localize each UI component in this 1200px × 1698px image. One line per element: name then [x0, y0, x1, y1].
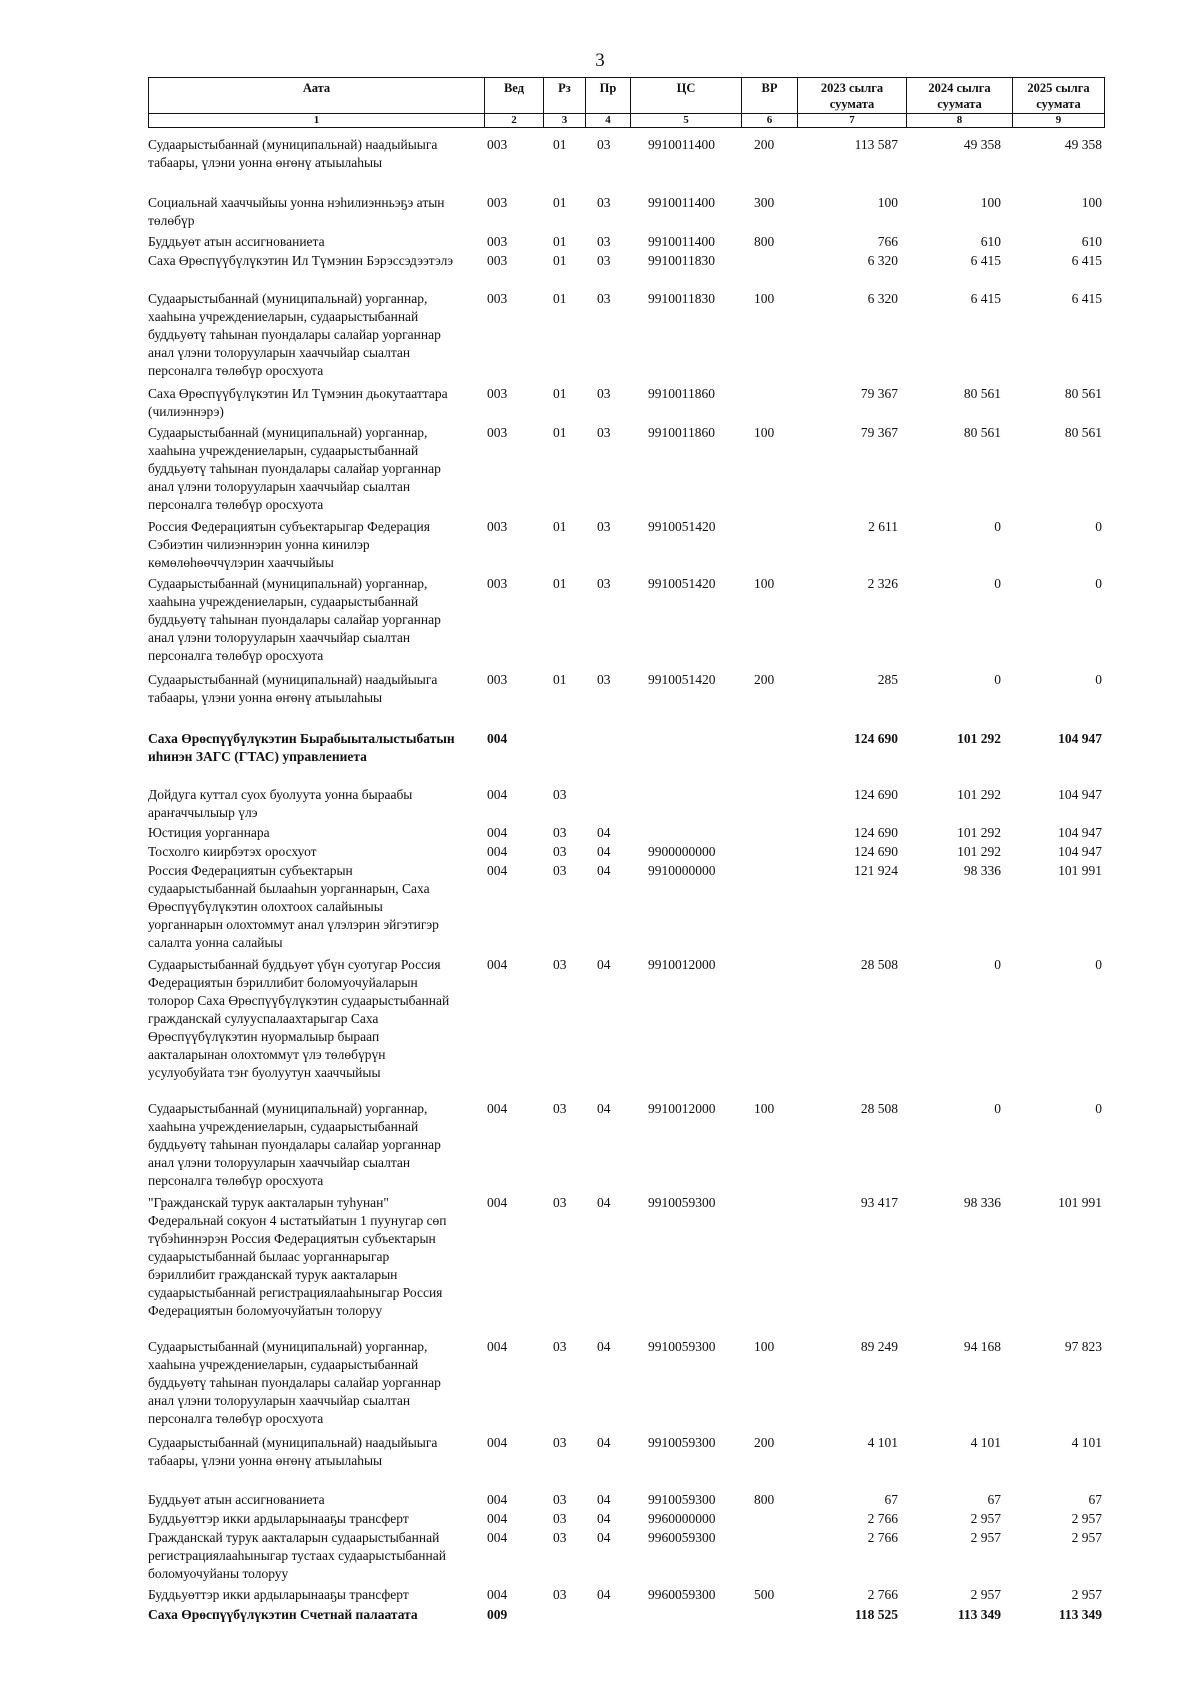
row-rz-code: 03	[553, 825, 567, 840]
row-sum-2024: 101 292	[957, 787, 1001, 802]
row-sum-2023: 6 320	[867, 253, 898, 268]
row-sum-2025: 2 957	[1071, 1530, 1102, 1545]
row-description: Саха Өрөспүүбүлүкэтин Счетнай палаатата	[148, 1607, 418, 1622]
row-rz-code: 01	[553, 386, 567, 401]
row-sum-2025: 104 947	[1058, 731, 1102, 746]
row-ved-code: 003	[487, 253, 508, 268]
header-2024-sum: 2024 сылга суумата	[907, 78, 1013, 114]
row-ved-code: 004	[487, 825, 508, 840]
row-cs-code: 9910012000	[648, 1101, 716, 1116]
row-sum-2023: 2 766	[867, 1511, 898, 1526]
row-sum-2025: 101 991	[1058, 863, 1102, 878]
header-rz: Рз	[544, 78, 586, 114]
row-vr-code: 200	[754, 137, 775, 152]
column-number: 3	[544, 114, 586, 128]
row-sum-2023: 285	[877, 672, 898, 687]
row-pr-code: 03	[597, 253, 611, 268]
row-cs-code: 9910051420	[648, 576, 716, 591]
row-cs-code: 9910051420	[648, 672, 716, 687]
row-description: Буддьуөт атын ассигнованиета	[148, 234, 325, 249]
row-description: Дойдуга куттал суох буолуута уонна быраабы араҥаччылыыр үлэ	[148, 787, 413, 820]
row-cs-code: 9910000000	[648, 863, 716, 878]
row-sum-2023: 67	[884, 1492, 898, 1507]
row-pr-code: 04	[597, 1587, 611, 1602]
row-sum-2024: 2 957	[970, 1587, 1001, 1602]
row-sum-2023: 2 766	[867, 1530, 898, 1545]
row-ved-code: 004	[487, 1101, 508, 1116]
row-pr-code: 04	[597, 1195, 611, 1210]
row-pr-code: 04	[597, 1511, 611, 1526]
row-sum-2024: 49 358	[963, 137, 1001, 152]
column-number: 4	[586, 114, 631, 128]
column-number: 2	[485, 114, 544, 128]
column-number: 1	[149, 114, 485, 128]
row-ved-code: 004	[487, 731, 508, 746]
row-pr-code: 03	[597, 672, 611, 687]
row-ved-code: 003	[487, 672, 508, 687]
row-vr-code: 300	[754, 195, 775, 210]
row-rz-code: 03	[553, 1492, 567, 1507]
row-vr-code: 100	[754, 1101, 775, 1116]
row-rz-code: 03	[553, 957, 567, 972]
row-ved-code: 004	[487, 1339, 508, 1354]
row-cs-code: 9910059300	[648, 1339, 716, 1354]
row-sum-2025: 113 349	[1058, 1607, 1102, 1622]
row-description: Судаарыстыбаннай (муниципальнай) уорганнар, хааһына учреждениеларын, судаарыстыбаннай буддьуөтү таһынан пуондалары салайар уорганнар анал үлэни толорууларын хааччыйар сыалтан персоналга төлөбүр оросхуота	[148, 425, 441, 512]
column-number: 6	[742, 114, 798, 128]
row-sum-2024: 0	[994, 576, 1001, 591]
header-2023-sum: 2023 сылга суумата	[798, 78, 907, 114]
header-2025-sum: 2025 сылга суумата	[1013, 78, 1105, 114]
row-sum-2023: 4 101	[867, 1435, 898, 1450]
row-pr-code: 03	[597, 137, 611, 152]
column-number: 7	[798, 114, 907, 128]
row-cs-code: 9960059300	[648, 1587, 716, 1602]
row-description: "Гражданскай турук аакталарын туһунан" Федеральнай сокуон 4 ыстатыйатын 1 пуунугар сөп түбэһиннэрэн Россия Федерациятын субъектарын судаарыстыбаннай былаас уорганнарыгар бэриллибит гражданскай турук аакталарын судаарыстыбаннай регистрациялааһыныгар Россия Федерациятын боломуочуйатын толоруу	[148, 1195, 447, 1318]
row-rz-code: 03	[553, 863, 567, 878]
row-sum-2024: 2 957	[970, 1530, 1001, 1545]
row-cs-code: 9910059300	[648, 1195, 716, 1210]
row-sum-2024: 67	[987, 1492, 1001, 1507]
row-pr-code: 04	[597, 1435, 611, 1450]
row-sum-2024: 610	[980, 234, 1001, 249]
row-description: Судаарыстыбаннай (муниципальнай) наадыйыыга табаары, үлэни уонна өҥөнү атыылаһыы	[148, 1435, 438, 1468]
row-description: Судаарыстыбаннай (муниципальнай) наадыйыыга табаары, үлэни уонна өҥөнү атыылаһыы	[148, 672, 438, 705]
row-cs-code: 9910011400	[648, 137, 715, 152]
row-rz-code: 03	[553, 1530, 567, 1545]
header-cs: ЦС	[631, 78, 742, 114]
row-sum-2024: 101 292	[957, 825, 1001, 840]
row-rz-code: 03	[553, 1511, 567, 1526]
row-description: Гражданскай турук аакталарын судаарыстыбаннай регистрациялааһыныгар тустаах судаарыстыбаннай боломуочуйаны толоруу	[148, 1530, 446, 1581]
row-ved-code: 003	[487, 291, 508, 306]
row-rz-code: 01	[553, 253, 567, 268]
header-ved: Вед	[485, 78, 544, 114]
page-number: 3	[595, 50, 605, 71]
row-pr-code: 03	[597, 234, 611, 249]
row-sum-2024: 6 415	[970, 291, 1001, 306]
row-ved-code: 003	[487, 425, 508, 440]
row-description: Судаарыстыбаннай (муниципальнай) уорганнар, хааһына учреждениеларын, судаарыстыбаннай буддьуөтү таһынан пуондалары салайар уорганнар анал үлэни толорууларын хааччыйар сыалтан персоналга төлөбүр оросхуота	[148, 291, 441, 378]
row-rz-code: 01	[553, 519, 567, 534]
row-vr-code: 200	[754, 672, 775, 687]
row-description: Судаарыстыбаннай (муниципальнай) уорганнар, хааһына учреждениеларын, судаарыстыбаннай буддьуөтү таһынан пуондалары салайар уорганнар анал үлэни толорууларын хааччыйар сыалтан персоналга төлөбүр оросхуота	[148, 1339, 441, 1426]
row-sum-2024: 101 292	[957, 844, 1001, 859]
row-cs-code: 9910011830	[648, 253, 715, 268]
row-sum-2025: 101 991	[1058, 1195, 1102, 1210]
row-pr-code: 04	[597, 844, 611, 859]
row-pr-code: 03	[597, 519, 611, 534]
row-vr-code: 800	[754, 234, 775, 249]
row-description: Буддьуөттэр икки ардыларынааҕы трансферт	[148, 1587, 409, 1602]
row-sum-2023: 93 417	[860, 1195, 898, 1210]
row-sum-2023: 28 508	[860, 1101, 898, 1116]
row-description: Россия Федерациятын субъектарын судаарыстыбаннай былааһын уорганнарын, Саха Өрөспүүбүлүкэтин олохтоох салайыныы уорганнарын олохтоммут анал үлэлэрин эйгэтигэр салалта уонна салайыы	[148, 863, 439, 950]
row-rz-code: 03	[553, 1195, 567, 1210]
row-vr-code: 100	[754, 291, 775, 306]
row-sum-2023: 79 367	[860, 425, 898, 440]
row-ved-code: 009	[487, 1607, 508, 1622]
row-sum-2023: 89 249	[860, 1339, 898, 1354]
row-sum-2024: 98 336	[963, 863, 1001, 878]
row-sum-2023: 124 690	[854, 787, 898, 802]
row-sum-2025: 2 957	[1071, 1511, 1102, 1526]
header-aata: Аата	[149, 78, 485, 114]
row-description: Судаарыстыбаннай (муниципальнай) уорганнар, хааһына учреждениеларын, судаарыстыбаннай буддьуөтү таһынан пуондалары салайар уорганнар анал үлэни толорууларын хааччыйар сыалтан персоналга төлөбүр оросхуота	[148, 576, 441, 663]
row-cs-code: 9910012000	[648, 957, 716, 972]
row-cs-code: 9900000000	[648, 844, 716, 859]
row-sum-2024: 80 561	[963, 386, 1001, 401]
row-description: Судаарыстыбаннай буддьуөт үбүн суотугар Россия Федерациятын бэриллибит боломуочуйаларын толорор Саха Өрөспүүбүлүкэтин судаарыстыбаннай гражданскай сулууспалаахтарыгар Саха Өрөспүүбүлүкэтин нуормалыыр быраап аакталарынан олохтоммут үлэ төлөбүрүн усулуобуйата тэҥ буолуутун хааччыйыы	[148, 957, 450, 1080]
row-description: Юстиция уорганнара	[148, 825, 270, 840]
row-pr-code: 04	[597, 863, 611, 878]
row-description: Буддьуөт атын ассигнованиета	[148, 1492, 325, 1507]
row-description: Саха Өрөспүүбүлүкэтин Ил Түмэнин Бэрэссэдээтэлэ	[148, 253, 454, 268]
row-sum-2023: 79 367	[860, 386, 898, 401]
row-sum-2025: 67	[1088, 1492, 1102, 1507]
column-number: 5	[631, 114, 742, 128]
row-pr-code: 03	[597, 576, 611, 591]
row-ved-code: 004	[487, 787, 508, 802]
row-ved-code: 004	[487, 1195, 508, 1210]
row-ved-code: 003	[487, 234, 508, 249]
column-number: 9	[1013, 114, 1105, 128]
row-description: Буддьуөттэр икки ардыларынааҕы трансферт	[148, 1511, 409, 1526]
row-ved-code: 003	[487, 137, 508, 152]
row-cs-code: 9910059300	[648, 1492, 716, 1507]
row-ved-code: 003	[487, 195, 508, 210]
row-ved-code: 003	[487, 576, 508, 591]
row-cs-code: 9910011400	[648, 195, 715, 210]
row-sum-2025: 104 947	[1058, 844, 1102, 859]
row-sum-2025: 2 957	[1071, 1587, 1102, 1602]
row-sum-2025: 6 415	[1071, 291, 1102, 306]
row-rz-code: 01	[553, 576, 567, 591]
row-cs-code: 9910011830	[648, 291, 715, 306]
row-rz-code: 03	[553, 787, 567, 802]
row-sum-2025: 104 947	[1058, 787, 1102, 802]
row-ved-code: 003	[487, 519, 508, 534]
row-sum-2023: 2 766	[867, 1587, 898, 1602]
row-sum-2025: 104 947	[1058, 825, 1102, 840]
row-pr-code: 03	[597, 386, 611, 401]
row-rz-code: 03	[553, 1587, 567, 1602]
row-ved-code: 003	[487, 386, 508, 401]
row-cs-code: 9910059300	[648, 1435, 716, 1450]
row-rz-code: 03	[553, 1339, 567, 1354]
row-rz-code: 01	[553, 672, 567, 687]
row-rz-code: 03	[553, 844, 567, 859]
row-sum-2025: 80 561	[1064, 425, 1102, 440]
row-sum-2025: 0	[1095, 519, 1102, 534]
row-sum-2023: 100	[877, 195, 898, 210]
row-vr-code: 500	[754, 1587, 775, 1602]
row-description: Социальнай хааччыйыы уонна нэһилиэнньэҕэ атын төлөбүр	[148, 195, 445, 228]
row-sum-2024: 113 349	[957, 1607, 1001, 1622]
row-sum-2023: 124 690	[854, 731, 898, 746]
row-pr-code: 03	[597, 425, 611, 440]
row-sum-2023: 2 326	[867, 576, 898, 591]
row-sum-2023: 121 924	[854, 863, 898, 878]
row-sum-2025: 80 561	[1064, 386, 1102, 401]
row-sum-2024: 4 101	[970, 1435, 1001, 1450]
row-ved-code: 004	[487, 1587, 508, 1602]
row-pr-code: 04	[597, 1492, 611, 1507]
row-rz-code: 01	[553, 425, 567, 440]
row-pr-code: 03	[597, 291, 611, 306]
row-rz-code: 03	[553, 1435, 567, 1450]
row-ved-code: 004	[487, 863, 508, 878]
row-pr-code: 04	[597, 825, 611, 840]
row-sum-2025: 97 823	[1064, 1339, 1102, 1354]
row-pr-code: 04	[597, 957, 611, 972]
row-description: Судаарыстыбаннай (муниципальнай) наадыйыыга табаары, үлэни уонна өҥөнү атыылаһыы	[148, 137, 438, 170]
row-sum-2024: 6 415	[970, 253, 1001, 268]
row-vr-code: 100	[754, 1339, 775, 1354]
row-cs-code: 9910011400	[648, 234, 715, 249]
header-pr: Пр	[586, 78, 631, 114]
row-sum-2023: 118 525	[854, 1607, 898, 1622]
row-ved-code: 004	[487, 844, 508, 859]
row-sum-2024: 101 292	[957, 731, 1001, 746]
row-sum-2025: 610	[1081, 234, 1102, 249]
row-sum-2025: 49 358	[1064, 137, 1102, 152]
row-description: Саха Өрөспүүбүлүкэтин Ил Түмэнин дьокутааттара (чилиэннэрэ)	[148, 386, 448, 419]
row-sum-2025: 0	[1095, 672, 1102, 687]
row-vr-code: 200	[754, 1435, 775, 1450]
row-rz-code: 01	[553, 195, 567, 210]
row-sum-2024: 0	[994, 519, 1001, 534]
row-sum-2024: 100	[980, 195, 1001, 210]
row-sum-2025: 6 415	[1071, 253, 1102, 268]
header-vr: ВР	[742, 78, 798, 114]
row-sum-2023: 6 320	[867, 291, 898, 306]
row-cs-code: 9960059300	[648, 1530, 716, 1545]
row-description: Судаарыстыбаннай (муниципальнай) уорганнар, хааһына учреждениеларын, судаарыстыбаннай буддьуөтү таһынан пуондалары салайар уорганнар анал үлэни толорууларын хааччыйар сыалтан персоналга төлөбүр оросхуота	[148, 1101, 441, 1188]
row-sum-2023: 124 690	[854, 844, 898, 859]
row-ved-code: 004	[487, 1530, 508, 1545]
row-vr-code: 100	[754, 425, 775, 440]
row-description: Тосхолго киирбэтэх оросхуот	[148, 844, 317, 859]
row-pr-code: 04	[597, 1101, 611, 1116]
row-pr-code: 04	[597, 1530, 611, 1545]
row-sum-2024: 94 168	[963, 1339, 1001, 1354]
row-sum-2023: 124 690	[854, 825, 898, 840]
row-ved-code: 004	[487, 1435, 508, 1450]
row-vr-code: 100	[754, 576, 775, 591]
row-rz-code: 01	[553, 234, 567, 249]
row-sum-2025: 0	[1095, 576, 1102, 591]
row-sum-2024: 0	[994, 1101, 1001, 1116]
row-rz-code: 03	[553, 1101, 567, 1116]
row-sum-2023: 113 587	[854, 137, 898, 152]
row-description: Россия Федерациятын субъектарыгар Федерация Сэбиэтин чилиэннэрин уонна кинилэр көмөлөһөөччүлэрин хааччыйыы	[148, 519, 430, 570]
row-cs-code: 9910051420	[648, 519, 716, 534]
row-sum-2025: 0	[1095, 957, 1102, 972]
row-description: Саха Өрөспүүбүлүкэтин Бырабыыталыстыбатын иһинэн ЗАГС (ГТАС) управлениета	[148, 731, 455, 764]
row-sum-2025: 0	[1095, 1101, 1102, 1116]
row-sum-2025: 100	[1081, 195, 1102, 210]
row-vr-code: 800	[754, 1492, 775, 1507]
row-ved-code: 004	[487, 1511, 508, 1526]
row-sum-2024: 98 336	[963, 1195, 1001, 1210]
row-cs-code: 9910011860	[648, 386, 715, 401]
row-cs-code: 9910011860	[648, 425, 715, 440]
row-pr-code: 03	[597, 195, 611, 210]
row-sum-2024: 0	[994, 957, 1001, 972]
row-sum-2025: 4 101	[1071, 1435, 1102, 1450]
row-cs-code: 9960000000	[648, 1511, 716, 1526]
row-sum-2023: 2 611	[868, 519, 898, 534]
row-ved-code: 004	[487, 1492, 508, 1507]
row-sum-2024: 2 957	[970, 1511, 1001, 1526]
row-sum-2024: 0	[994, 672, 1001, 687]
row-sum-2024: 80 561	[963, 425, 1001, 440]
row-sum-2023: 766	[877, 234, 898, 249]
row-sum-2023: 28 508	[860, 957, 898, 972]
row-pr-code: 04	[597, 1339, 611, 1354]
row-ved-code: 004	[487, 957, 508, 972]
row-rz-code: 01	[553, 291, 567, 306]
column-number: 8	[907, 114, 1013, 128]
row-rz-code: 01	[553, 137, 567, 152]
